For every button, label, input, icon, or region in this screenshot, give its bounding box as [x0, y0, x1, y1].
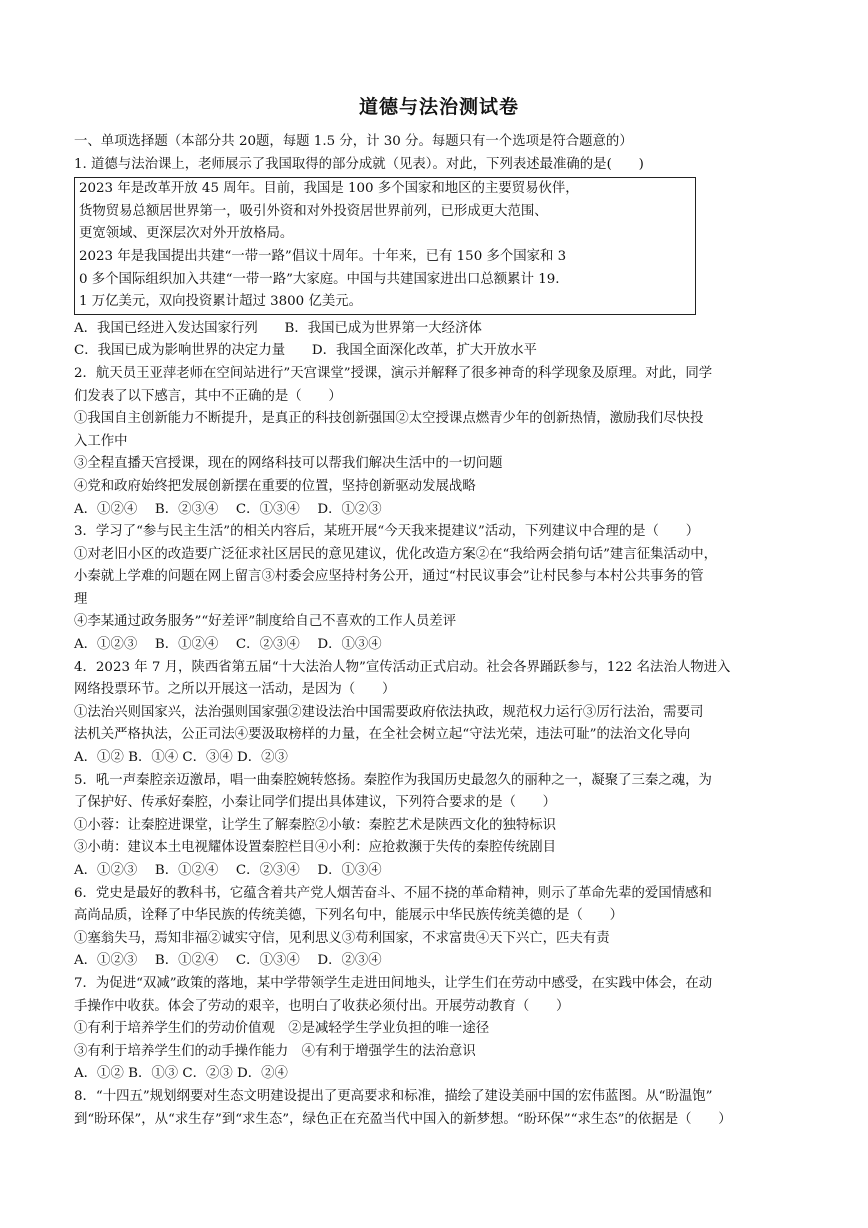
question-stem: 2．航天员王亚萍老师在空间站进行”天宫课堂”授课，演示并解释了很多神奇的科学现象及原理。对此，同学: [74, 365, 713, 381]
question-stem: 网络投票环节。之所以开展这一活动，是因为（ ）: [74, 682, 396, 698]
info-box-line: 货物贸易总额居世界第一，吸引外资和对外投资居世界前列，已形成更大范围、: [79, 203, 548, 219]
exam-page: [74, 92, 804, 1131]
page-title: 道德与法治测试卷: [358, 96, 519, 118]
answer-options: A．我国已经进入发达国家行列 B．我国已成为世界第一大经济体: [74, 320, 482, 336]
answer-options: A．①②③ B．①②④ C．②③④ D．①③④: [74, 637, 382, 653]
statement: ①我国自主创新能力不断提升，是真正的科技创新强国②太空授课点燃青少年的创新热情，激励我们尽快投: [74, 411, 704, 427]
info-box-line: 更宽领域、更深层次对外开放格局。: [79, 226, 294, 242]
section-heading: 一、单项选择题（本部分共 20题，每题 1.5 分，计 30 分。每题只有一个选项是符合题意的）: [74, 134, 633, 149]
answer-options: A．①② B．①④ C．③④ D．②③: [74, 750, 288, 766]
statement: 小秦就上学难的问题在网上留言③村委会应坚持村务公开，通过“村民议事会”让村民参与本村公共事务的管: [74, 569, 704, 585]
answer-options: C．我国已成为影响世界的决定力量 D．我国全面深化改革，扩大开放水平: [74, 343, 537, 359]
question-7: [74, 973, 804, 1086]
question-stem: 8．“十四五”规划纲要对生态文明建设提出了更高要求和标准，描绘了建设美丽中国的宏伟蓝图。从“盼温饱”: [74, 1088, 713, 1104]
statement: ①法治兴则国家兴，法治强则国家强②建设法治中国需要政府依法执政，规范权力运行③厉行法治，需要司: [74, 704, 704, 720]
question-stem: 5．吼一声秦腔亲迈激昂，唱一曲秦腔婉转悠扬。秦腔作为我国历史最忽久的丽种之一，凝聚了三秦之魂，为: [74, 772, 712, 788]
statement: ④党和政府始终把发展创新摆在重要的位置，坚持创新驱动发展战略: [74, 478, 476, 494]
question-stem: 3．学习了“参与民主生活”的相关内容后，某班开展“今天我来提建议”活动，下列建议中合理的是（ ）: [74, 524, 700, 540]
answer-options: A．①② B．①③ C．②③ D．②④: [74, 1066, 288, 1082]
question-stem: 到“盼环保”，从“求生存”到“求生态”，绿色正在充盈当代中国入的新梦想。“盼环保”“求生态”的依据是（ ）: [74, 1111, 732, 1127]
info-box-line: 2023 年是我国提出共建“一带一路”倡议十周年。十年来，已有 150 多个国家和 3: [79, 248, 567, 264]
question-stem: 手操作中收获。体会了劳动的艰辛，也明白了收获必须付出。开展劳动教育（ ）: [74, 998, 570, 1014]
statement: ③有利于培养学生们的动手操作能力 ④有利于增强学生的法治意识: [74, 1043, 476, 1059]
question-stem: 1. 道德与法治课上，老师展示了我国取得的部分成就（见表）。对此，下列表述最准确的是( ): [74, 156, 644, 172]
question-stem: 6．党史是最好的教科书，它蕴含着共产党人烟苦奋斗、不屈不挠的革命精神，则示了革命先辈的爱国情感和: [74, 885, 712, 901]
statement: ③小萌：建议本土电视耀体设置秦腔栏目④小利：应抢救濒于失传的秦腔传统剧目: [74, 840, 557, 856]
question-3: [74, 521, 804, 657]
question-4: [74, 657, 804, 770]
answer-options: A．①②③ B．①②④ C．①③④ D．②③④: [74, 953, 382, 969]
statement: 理: [74, 591, 88, 607]
question-stem: 4．2023 年 7 月，陕西省第五届“十大法治人物”宣传活动正式启动。社会各界踊跃参与，122 名法治人物进入: [74, 659, 731, 675]
statement: ①小蓉：让秦腔进课堂，让学生了解秦腔②小敏：秦腔艺术是陕西文化的独特标识: [74, 817, 557, 833]
statement: 入工作中: [74, 433, 128, 449]
info-box: [74, 177, 696, 315]
statement: 法机关严格执法，公正司法④要汲取榜样的力量，在全社会树立起“守法光荣，违法可耻”的法治文化导向: [74, 727, 691, 743]
question-stem: 了保护好、传承好秦腔，小秦让同学们提出具体建议，下列符合要求的是（ ）: [74, 795, 557, 811]
statement: ①有利于培养学生们的劳动价值观 ②是减轻学生学业负担的唯一途径: [74, 1021, 490, 1037]
statement: ①对老旧小区的改造要广泛征求社区居民的意见建议，优化改造方案②在“我给两会捎句话”建言征集活动中，: [74, 546, 718, 562]
question-1: [74, 154, 804, 363]
question-5: [74, 770, 804, 883]
statement: ①塞翁失马，焉知非福②诚实守信，见利思义③苟利国家，不求富贵④天下兴亡，匹夫有责: [74, 930, 610, 946]
question-8: [74, 1086, 804, 1131]
statement: ④李某通过政务服务”“好差评”制度给自己不喜欢的工作人员差评: [74, 614, 457, 630]
answer-options: A．①②④ B．②③④ C．①③④ D．①②③: [74, 501, 382, 517]
info-box-line: 1 万亿美元，双向投资累计超过 3800 亿美元。: [79, 294, 363, 310]
statement: ③全程直播天宫授课，现在的网络科技可以帮我们解决生活中的一切问题: [74, 456, 503, 472]
question-stem: 高尚品质，诠释了中华民族的传统美德，下列名句中，能展示中华民族传统美德的是（ ）: [74, 908, 624, 924]
question-6: [74, 883, 804, 973]
answer-options: A．①②③ B．①②④ C．②③④ D．①③④: [74, 863, 382, 878]
info-box-line: 2023 年是改革开放 45 周年。目前，我国是 100 多个国家和地区的主要贸易伙伴，: [79, 181, 579, 197]
question-stem: 7．为促进“双减”政策的落地，某中学带领学生走进田间地头，让学生们在劳动中感受，在实践中体会，在动: [74, 975, 713, 991]
question-2: [74, 363, 804, 521]
question-stem: 们发表了以下感言，其中不正确的是（ ）: [74, 388, 342, 404]
info-box-line: 0 多个国际组织加入共建“一带一路”大家庭。中国与共建国家进出口总额累计 19.: [79, 271, 560, 287]
